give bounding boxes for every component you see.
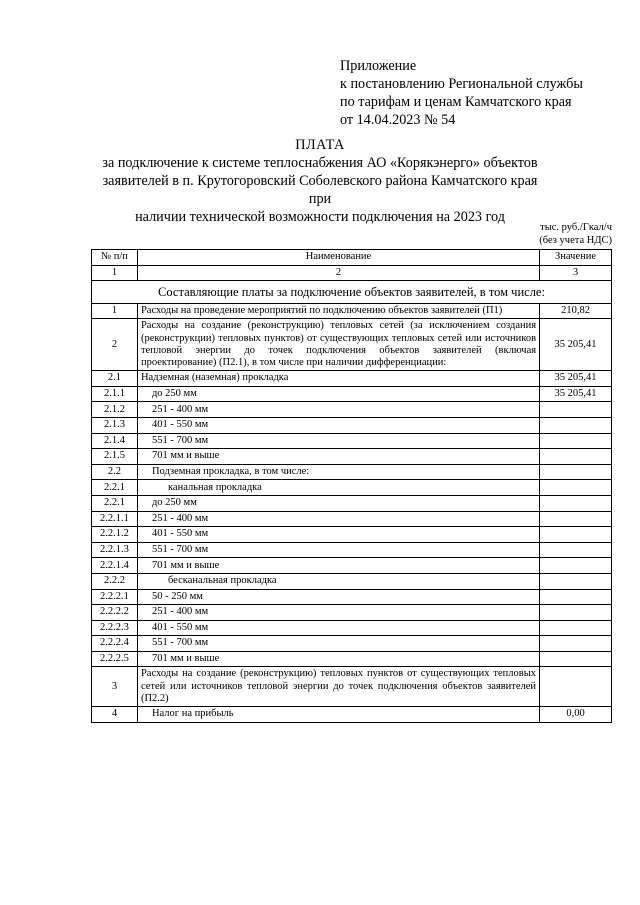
table-row	[92, 527, 612, 543]
row-num: 2.2.1.3	[92, 542, 138, 558]
row-name: 401 - 550 мм	[137, 527, 539, 543]
row-num: 2.2	[92, 464, 138, 480]
table-row	[92, 449, 612, 465]
row-num: 2.2.2.5	[92, 651, 138, 667]
row-value: 210,82	[540, 304, 612, 319]
row-name: 551 - 700 мм	[137, 433, 539, 449]
row-num: 2.2.2.4	[92, 636, 138, 652]
units-note	[539, 221, 612, 247]
row-value: 35 205,41	[540, 371, 612, 387]
header-cell-name: Наименование	[137, 250, 539, 266]
table-row	[92, 480, 612, 496]
row-name: 251 - 400 мм	[137, 511, 539, 527]
row-num: 2.2.1.2	[92, 527, 138, 543]
title-line: заявителей в п. Крутогоровский Соболевского района Камчатского края при	[102, 173, 538, 207]
table-row	[92, 636, 612, 652]
table-row	[92, 386, 612, 402]
row-value	[540, 589, 612, 605]
title-main: ПЛАТА	[295, 137, 345, 153]
title-line: за подключение к системе теплоснабжения АО «Корякэнерго» объектов	[102, 155, 538, 171]
table-row	[92, 558, 612, 574]
header-number-cell: 2	[137, 265, 539, 281]
row-value	[540, 417, 612, 433]
appendix-line: Приложение	[340, 58, 417, 74]
row-name: Расходы на проведение мероприятий по подключению объектов заявителей (П1)	[137, 304, 539, 319]
table-row	[92, 542, 612, 558]
appendix-line: по тарифам и ценам Камчатского края	[340, 94, 572, 110]
table-header-numbers-row	[92, 265, 612, 281]
row-name: 701 мм и выше	[137, 651, 539, 667]
row-num: 2.2.2.1	[92, 589, 138, 605]
row-name: 251 - 400 мм	[137, 605, 539, 621]
row-num: 1	[92, 304, 138, 319]
table-row	[92, 495, 612, 511]
table-row	[92, 371, 612, 387]
row-name: 251 - 400 мм	[137, 402, 539, 418]
row-name: 401 - 550 мм	[137, 620, 539, 636]
table-row	[92, 464, 612, 480]
row-name: Надземная (наземная) прокладка	[137, 371, 539, 387]
row-name: 551 - 700 мм	[137, 542, 539, 558]
fee-table	[91, 249, 612, 723]
row-name: 701 мм и выше	[137, 449, 539, 465]
header-number-cell: 1	[92, 265, 138, 281]
row-name: до 250 мм	[137, 386, 539, 402]
table-row	[92, 417, 612, 433]
row-num: 2.1.1	[92, 386, 138, 402]
row-name: Налог на прибыль	[137, 707, 539, 723]
row-name: Расходы на создание (реконструкцию) тепловых сетей (за исключением создания (реконструкции) тепловых пунктов) от существующих тепловых сетей или источников тепловой энергии до точек подключения объектов заявителей (включая проектирование) (П2.1), в том числе при наличии дифференциации:	[137, 319, 539, 371]
appendix-line: к постановлению Региональной службы	[340, 76, 583, 92]
row-value	[540, 542, 612, 558]
row-num: 2.2.2	[92, 573, 138, 589]
table-row	[92, 511, 612, 527]
table-row	[92, 304, 612, 319]
row-value	[540, 464, 612, 480]
row-num: 3	[92, 667, 138, 707]
units-line: (без учета НДС)	[539, 235, 612, 246]
table-row	[92, 402, 612, 418]
row-value	[540, 573, 612, 589]
row-value: 35 205,41	[540, 386, 612, 402]
appendix-line: от 14.04.2023 № 54	[340, 112, 456, 128]
row-num: 2.2.2.3	[92, 620, 138, 636]
row-value	[540, 620, 612, 636]
row-num: 2.2.1.4	[92, 558, 138, 574]
row-value	[540, 667, 612, 707]
row-value	[540, 511, 612, 527]
row-name: 401 - 550 мм	[137, 417, 539, 433]
table-row	[92, 707, 612, 723]
row-value	[540, 495, 612, 511]
row-value	[540, 480, 612, 496]
units-line: тыс. руб./Гкал/ч	[540, 222, 612, 233]
row-name: Расходы на создание (реконструкцию) тепловых пунктов от существующих тепловых сетей или источников тепловой энергии до точек подключения объектов заявителей (П2.2)	[137, 667, 539, 707]
table-row	[92, 319, 612, 371]
header-cell-num: № п/п	[92, 250, 138, 266]
row-value: 0,00	[540, 707, 612, 723]
row-value	[540, 402, 612, 418]
row-value	[540, 558, 612, 574]
row-value	[540, 449, 612, 465]
row-value	[540, 527, 612, 543]
row-name: канальная прокладка	[137, 480, 539, 496]
row-num: 2.2.1	[92, 480, 138, 496]
row-name: 551 - 700 мм	[137, 636, 539, 652]
header-number-cell: 3	[540, 265, 612, 281]
row-value	[540, 636, 612, 652]
title-line: наличии технической возможности подключения на 2023 год	[135, 209, 505, 225]
row-num: 2.2.2.2	[92, 605, 138, 621]
appendix-block	[340, 57, 583, 129]
row-num: 2.1.4	[92, 433, 138, 449]
table-row	[92, 605, 612, 621]
row-value	[540, 433, 612, 449]
row-name: 50 - 250 мм	[137, 589, 539, 605]
row-name: бесканальная прокладка	[137, 573, 539, 589]
row-num: 2.1.3	[92, 417, 138, 433]
row-num: 2.1.5	[92, 449, 138, 465]
header-cell-value: Значение	[540, 250, 612, 266]
row-num: 2.1.2	[92, 402, 138, 418]
row-num: 4	[92, 707, 138, 723]
row-value	[540, 651, 612, 667]
section-title: Составляющие платы за подключение объектов заявителей, в том числе:	[92, 281, 612, 304]
row-name: 701 мм и выше	[137, 558, 539, 574]
row-num: 2	[92, 319, 138, 371]
table-row	[92, 573, 612, 589]
row-value	[540, 605, 612, 621]
row-num: 2.2.1	[92, 495, 138, 511]
section-row	[92, 281, 612, 304]
table-header-row	[92, 250, 612, 266]
row-name: до 250 мм	[137, 495, 539, 511]
table-row	[92, 620, 612, 636]
row-num: 2.1	[92, 371, 138, 387]
row-value: 35 205,41	[540, 319, 612, 371]
table-row	[92, 667, 612, 707]
table-row	[92, 433, 612, 449]
row-name: Подземная прокладка, в том числе:	[137, 464, 539, 480]
row-num: 2.2.1.1	[92, 511, 138, 527]
table-row	[92, 651, 612, 667]
table-row	[92, 589, 612, 605]
document-title	[90, 136, 550, 226]
